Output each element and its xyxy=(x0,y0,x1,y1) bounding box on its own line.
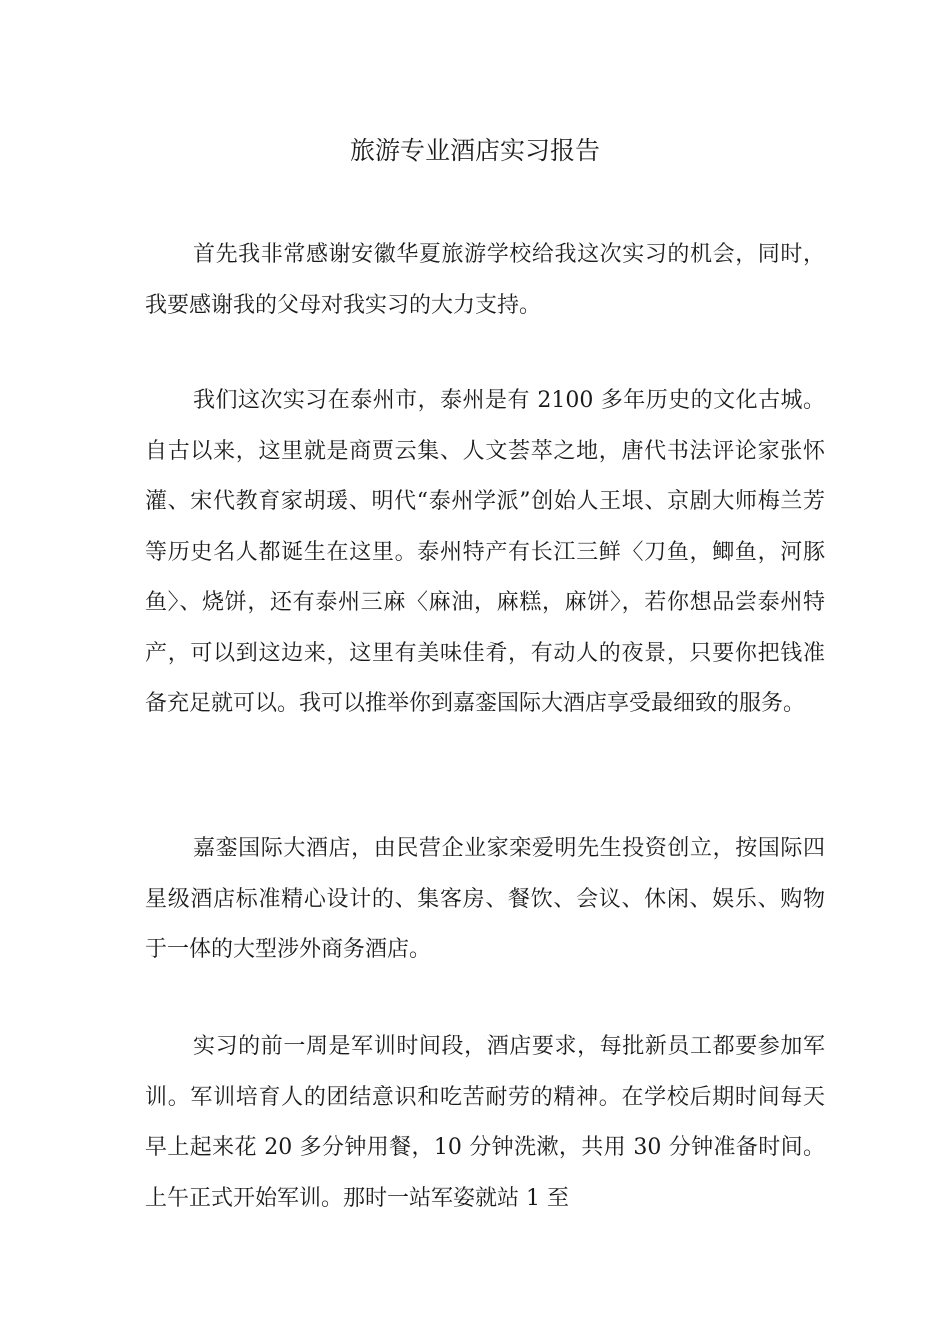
document-title: 旅游专业酒店实习报告 xyxy=(349,136,600,165)
paragraph-military-training: 实习的前一周是军训时间段，酒店要求，每批新员工都要参加军训。军训培育人的团结意识和吃苦耐劳的精神。在学校后期时间每天早上起来花 20 多分钟用餐，10 分钟洗漱，共用 30 分钟准备时间。上午正式开始军训。那时一站军姿就站 1 至 xyxy=(145,1034,825,1211)
paragraph-hotel-intro: 嘉銮国际大酒店，由民营企业家栾爱明先生投资创立，按国际四星级酒店标准精心设计的、集客房、餐饮、会议、休闲、娱乐、购物于一体的大型涉外商务酒店。 xyxy=(145,836,825,962)
paragraph-taizhou-intro: 我们这次实习在泰州市，泰州是有 2100 多年历史的文化古城。自古以来，这里就是商贾云集、人文荟萃之地，唐代书法评论家张怀灌、宋代教育家胡瑗、明代“泰州学派”创始人王垠、京剧大师梅兰芳等历史名人都诞生在这里。泰州特产有长江三鲜〈刀鱼，鲫鱼，河豚鱼〉、烧饼，还有泰州三麻〈麻油，麻糕，麻饼〉，若你想品尝泰州特产，可以到这边来，这里有美味佳肴，有动人的夜景，只要你把钱准备充足就可以。我可以推举你到嘉銮国际大酒店享受最细致的服务。 xyxy=(145,388,825,716)
paragraph-acknowledgement: 首先我非常感谢安徽华夏旅游学校给我这次实习的机会，同时，我要感谢我的父母对我实习的大力支持。 xyxy=(145,242,825,318)
